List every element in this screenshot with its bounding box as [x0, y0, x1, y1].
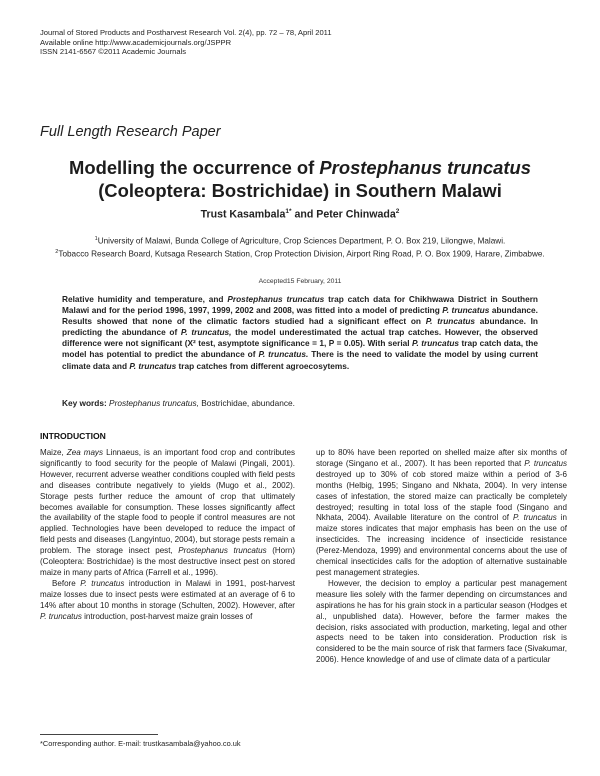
- section-heading-introduction: INTRODUCTION: [40, 431, 106, 441]
- body-text: (Horn) (Coleoptera: Bostrichidae) is the most destructive insect pest on stored maize in many parts of Africa (Farrell et al., 1996).: [40, 546, 295, 577]
- body-text: destroyed up to 30% of cob stored maize within a period of 3-6 months (Helbig, 1995; Singano and Nkhata, 2004). In very intense cases of infestation, the stored maize can practically be completely destroyed; resulting in total loss of the staple food (Singano and Nkhata, 2004). Available literature on the control of: [316, 469, 567, 523]
- keywords-label: Key words:: [62, 398, 110, 408]
- abstract-text: trap catch data for Chikhwawa District in Southern Malawi and for the period 1996, 1997, 1999, 2002 and 2008, was fitted into a model of predicting: [62, 294, 538, 316]
- body-column-right: [316, 448, 567, 666]
- abstract-species: P. truncatus: [425, 316, 476, 327]
- paper-title: [30, 156, 570, 202]
- author-2: Peter Chinwada: [316, 208, 396, 221]
- paragraph: However, the decision to employ a particular pest management measure lies solely with the farmer depending on circumstances and aspirations he has for his grain stock in a particular season (Hodges et al., unpublished data). However, before the farmer makes the decision, risks associated with production, marketing, legal and other aspects need to be taken into consideration. Production risk is considered to be the main source of risk that farmers face (Sivakumar, 2006). Hence knowledge of and use of climate data of a particular: [316, 578, 567, 665]
- body-text: introduction in Malawi in 1991, post-harvest maize losses due to insect pests were estimated at an average of 6 to 14% after about 10 months in storage (Schulten, 2002). However, after: [40, 578, 295, 610]
- journal-issn: ISSN 2141-6567 ©2011 Academic Journals: [40, 47, 187, 57]
- journal-citation: Journal of Stored Products and Postharvest Research Vol. 2(4), pp. 72 – 78, April 2011: [40, 28, 332, 37]
- journal-header: [40, 28, 332, 57]
- body-italic: P. truncatus: [513, 513, 557, 523]
- footnote-divider: [40, 734, 158, 735]
- paragraph: [316, 448, 567, 579]
- title-part1: Modelling the occurrence of: [69, 157, 320, 178]
- body-text: Maize,: [40, 448, 67, 457]
- keywords: [62, 398, 538, 408]
- corresponding-author-footnote: *Corresponding author. E-mail: trustkasambala@yahoo.co.uk: [40, 739, 241, 748]
- body-italic: P. truncatus: [524, 458, 567, 468]
- body-italic: P. truncatus: [80, 578, 125, 588]
- body-text: in maize stores indicates that major emphasis has been on the use of insecticides. The increasing incidence of insecticide resistance (Perez-Mendoza, 1999) and environmental concerns about the use of chemical insecticides calls for the adoption of alternative sustainable pest management strategies.: [316, 513, 568, 577]
- corresponding-mark: *: [289, 208, 292, 215]
- abstract-text: trap catch data, the model has potential to predict the abundance of: [62, 338, 538, 360]
- accepted-date: Accepted15 February, 2011: [258, 278, 342, 285]
- author-1: Trust Kasambala: [200, 208, 286, 221]
- affiliation-1-text: University of Malawi, Bunda College of Agriculture, Crop Sciences Department, P. O. Box 219, Lilongwe, Malawi.: [97, 236, 506, 246]
- affiliation-2-number: 2: [55, 248, 59, 255]
- author-2-affil: 2: [395, 208, 400, 215]
- paper-type: Full Length Research Paper: [40, 124, 221, 140]
- body-column-left: [40, 448, 295, 623]
- body-text: Linnaeus, is an important food crop and contributes significantly to food security for the people of Malawi (Pingali, 2001). However, recurrent adverse weather conditions coupled with field pests and diseases contribute negatively to yields (Mugo et al., 2002). Storage pests further reduce the amount of crop that ultimately becomes available for consumption. These losses significantly affect the availability of the staple food to people if control measures are not applied. Technologies have been developed to reduce the impact of field pests and diseases (Langyintuo, 2004), but storage pests remain a problem. The storage insect pest,: [40, 448, 296, 556]
- body-text: introduction, post-harvest maize grain losses of: [81, 611, 253, 621]
- abstract-text: abundance. In predicting the abundance of: [62, 316, 538, 338]
- abstract-text: trap catches from different agroecosytems.: [176, 360, 350, 371]
- journal-url: Available online http://www.academicjournals.org/JSPPR: [40, 37, 232, 47]
- abstract-text: There is the need to validate the model by using current climate data and: [62, 349, 538, 371]
- abstract-species: P. truncatus: [129, 360, 177, 371]
- body-italic: Prostephanus truncatus: [178, 546, 267, 556]
- abstract-species: P. truncatus: [412, 338, 460, 349]
- abstract-species: Prostephanus truncatus: [227, 294, 325, 304]
- keywords-rest: Bostrichidae, abundance.: [198, 398, 295, 408]
- body-italic: P. truncatus: [40, 611, 82, 621]
- abstract-species: P. truncatus,: [180, 327, 232, 338]
- abstract: [62, 294, 538, 372]
- affiliations: [40, 234, 560, 259]
- abstract-text: Relative humidity and temperature, and: [62, 294, 228, 304]
- affiliation-2-text: Tobacco Research Board, Kutsaga Research Station, Crop Protection Division, Airport Ring Road, P. O. Box 1909, Harare, Zimbabwe.: [58, 249, 545, 259]
- author-list: [30, 208, 570, 221]
- body-text: Before: [52, 578, 81, 588]
- title-line2: (Coleoptera: Bostrichidae) in Southern Malawi: [98, 180, 502, 201]
- abstract-text: the model underestimated the actual trap catches. However, the observed difference were not significant (X² test, asymptote significance = 1, P = 0.05). With serial: [62, 327, 538, 349]
- affiliation-2: [40, 247, 560, 260]
- author-1-affil: 1: [285, 208, 290, 215]
- keyword-species: Prostephanus truncatus,: [109, 398, 199, 408]
- author-conjunction: and: [291, 208, 317, 221]
- title-species: Prostephanus truncatus: [319, 157, 531, 178]
- affiliation-1-number: 1: [94, 236, 98, 242]
- affiliation-1: [40, 234, 560, 247]
- paragraph: [40, 448, 295, 579]
- body-text: up to 80% have been reported on shelled maize after six months of storage (Singano et al., 2007). It has been reported that: [316, 448, 567, 468]
- paragraph: [40, 579, 295, 623]
- abstract-species: P. truncatus: [442, 305, 490, 316]
- abstract-species: P. truncatus.: [258, 349, 309, 360]
- abstract-text: abundance. Results showed that none of the climatic factors studied had a significant effect on: [62, 305, 538, 327]
- body-italic: Zea mays: [66, 448, 103, 457]
